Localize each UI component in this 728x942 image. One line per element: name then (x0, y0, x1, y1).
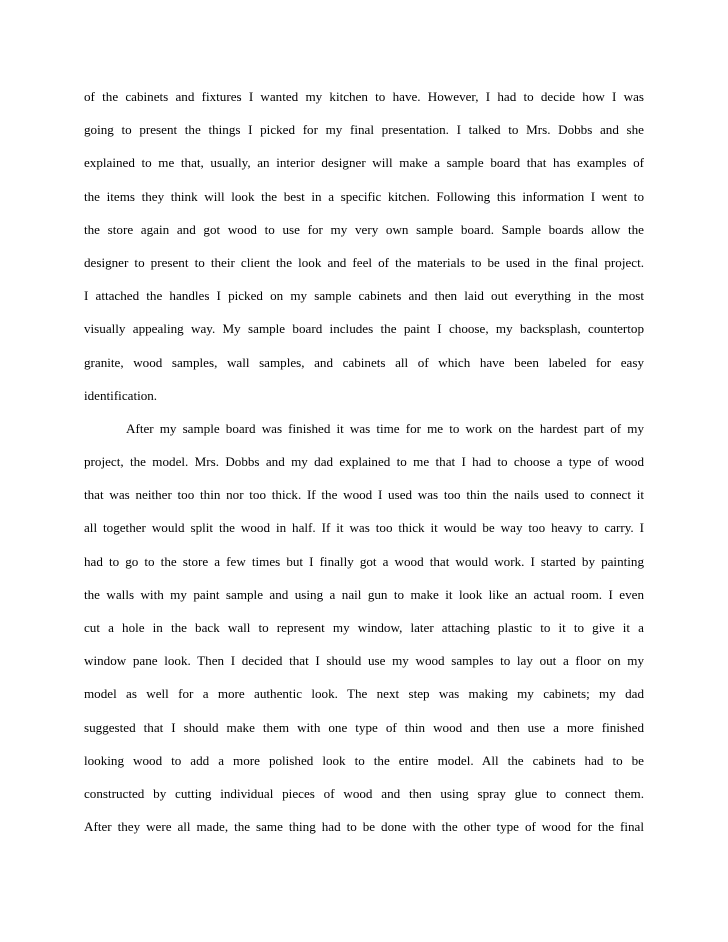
text-line: explained to me that, usually, an interior designer will make a sample board that has examples of (84, 155, 644, 171)
text-line: After they were all made, the same thing had to be done with the other type of wood for the final (84, 819, 644, 835)
text-line: After my sample board was finished it was time for me to work on the hardest part of my (126, 420, 644, 436)
text-line: the items they think will look the best in a specific kitchen. Following this information I went to (84, 188, 644, 204)
text-line: of the cabinets and fixtures I wanted my kitchen to have. However, I had to decide how I was (84, 89, 644, 104)
text-line: all together would split the wood in half. If it was too thick it would be way too heavy to carry. I (84, 520, 644, 536)
text-line: visually appealing way. My sample board includes the paint I choose, my backsplash, countertop (84, 321, 644, 337)
text-line: model as well for a more authentic look. The next step was making my cabinets; my dad (84, 686, 644, 702)
text-line: looking wood to add a more polished look to the entire model. All the cabinets had to be (84, 752, 644, 768)
text-line: constructed by cutting individual pieces of wood and then using spray glue to connect them. (84, 785, 644, 801)
paragraph-1 (84, 80, 644, 412)
text-line: window pane look. Then I decided that I should use my wood samples to lay out a floor on my (84, 653, 644, 669)
text-line: project, the model. Mrs. Dobbs and my dad explained to me that I had to choose a type of wood (84, 454, 644, 470)
text-line: designer to present to their client the look and feel of the materials to be used in the final project. (84, 254, 644, 270)
paragraph-2 (84, 412, 644, 843)
text-line: identification. (84, 387, 158, 403)
text-line: I attached the handles I picked on my sample cabinets and then laid out everything in the most (84, 288, 644, 304)
text-line: that was neither too thin nor too thick. If the wood I used was too thin the nails used to connect it (84, 487, 644, 503)
text-line: the walls with my paint sample and using a nail gun to make it look like an actual room. I even (84, 586, 644, 602)
text-line: granite, wood samples, wall samples, and cabinets all of which have been labeled for easy (84, 354, 644, 370)
text-line: going to present the things I picked for my final presentation. I talked to Mrs. Dobbs and she (84, 122, 644, 138)
document-body (84, 80, 644, 843)
text-line: cut a hole in the back wall to represent my window, later attaching plastic to it to give it a (84, 620, 644, 635)
text-line: the store again and got wood to use for my very own sample board. Sample boards allow the (84, 221, 644, 237)
text-line: suggested that I should make them with one type of thin wood and then use a more finished (84, 719, 644, 735)
text-line: had to go to the store a few times but I finally got a wood that would work. I started by painting (84, 553, 644, 569)
